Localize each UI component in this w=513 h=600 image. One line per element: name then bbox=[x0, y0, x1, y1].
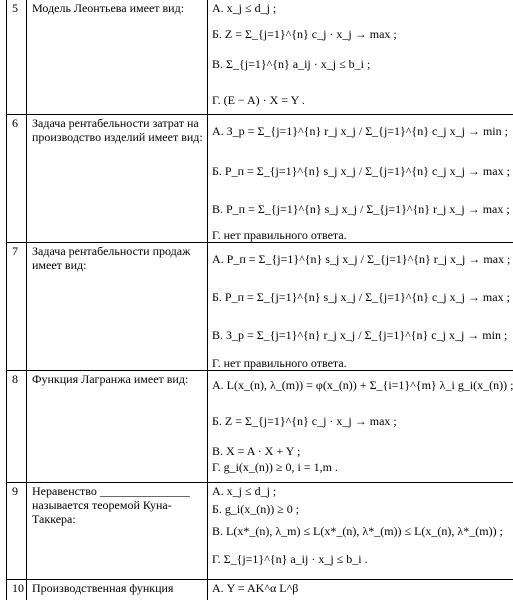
table-row bbox=[7, 483, 513, 580]
answer-option: А. x_j ≤ d_j ; bbox=[212, 1, 513, 27]
answer-option: А. З_р = Σ_{j=1}^{n} r_j x_j / Σ_{j=1}^{n} c_j x_j → min ; bbox=[212, 116, 513, 164]
question-number: 10 bbox=[7, 580, 27, 600]
answer-option: А. L(x_(n), λ_(m)) = φ(x_(n)) + Σ_{i=1}^{m} λ_i g_i(x_(n)) ; bbox=[212, 372, 513, 414]
answer-option: Г. нет правильного ответа. bbox=[212, 228, 513, 242]
answer-option: Б. g_i(x_(n)) ≥ 0 ; bbox=[212, 502, 513, 524]
answer-option: Г. (E − A) · X = Y . bbox=[212, 93, 513, 107]
answer-option: Г. Σ_{j=1}^{n} a_ij · x_j ≤ b_i . bbox=[212, 552, 513, 566]
answer-option: Б. Z = Σ_{j=1}^{n} c_j · x_j → max ; bbox=[212, 414, 513, 444]
table-row bbox=[7, 371, 513, 483]
table-row bbox=[7, 0, 513, 115]
answer-option: В. X = A · X + Y ; bbox=[212, 444, 513, 460]
question-text: Функция Лагранжа имеет вид: bbox=[27, 371, 208, 483]
question-number: 8 bbox=[7, 371, 27, 483]
answer-option: А. x_j ≤ d_j ; bbox=[212, 484, 513, 502]
question-number: 7 bbox=[7, 243, 27, 371]
table-row bbox=[7, 580, 513, 600]
question-number: 5 bbox=[7, 0, 27, 115]
answer-option: Б. Z = Σ_{j=1}^{n} c_j · x_j → max ; bbox=[212, 27, 513, 57]
answer-option: А. Р_п = Σ_{j=1}^{n} s_j x_j / Σ_{j=1}^{n} r_j x_j → max ; bbox=[212, 244, 513, 290]
table-row bbox=[7, 115, 513, 243]
question-text: Производственная функция bbox=[27, 580, 208, 600]
question-number: 6 bbox=[7, 115, 27, 243]
answer-options bbox=[208, 243, 513, 371]
answer-options bbox=[208, 371, 513, 483]
answer-option: В. Р_п = Σ_{j=1}^{n} s_j x_j / Σ_{j=1}^{n} r_j x_j → max ; bbox=[212, 202, 513, 228]
answer-option: В. L(x*_(n), λ_m) ≤ L(x*_(n), λ*_(m)) ≤ L(x_(n), λ*_(m)) ; bbox=[212, 524, 513, 552]
answer-options bbox=[208, 115, 513, 243]
answer-options bbox=[208, 0, 513, 115]
question-text: Задача рентабельности продаж имеет вид: bbox=[27, 243, 208, 371]
answer-options bbox=[208, 580, 513, 600]
question-text: Модель Леонтьева имеет вид: bbox=[27, 0, 208, 115]
answer-options bbox=[208, 483, 513, 580]
question-text: Задача рентабельности затрат на производство изделий имеет вид: bbox=[27, 115, 208, 243]
table-row bbox=[7, 243, 513, 371]
answer-option: Г. нет правильного ответа. bbox=[212, 356, 513, 370]
answer-option: В. Σ_{j=1}^{n} a_ij · x_j ≤ b_i ; bbox=[212, 57, 513, 93]
question-number: 9 bbox=[7, 483, 27, 580]
answer-option: В. З_р = Σ_{j=1}^{n} r_j x_j / Σ_{j=1}^{n} c_j x_j → min ; bbox=[212, 328, 513, 356]
answer-option: Б. Р_п = Σ_{j=1}^{n} s_j x_j / Σ_{j=1}^{n} c_j x_j → max ; bbox=[212, 164, 513, 202]
test-table bbox=[6, 0, 513, 600]
answer-option: А. Y = AK^α L^β bbox=[212, 581, 513, 595]
question-text: Неравенство _______________ называется теоремой Куна-Таккера: bbox=[27, 483, 208, 580]
answer-option: Б. Р_п = Σ_{j=1}^{n} s_j x_j / Σ_{j=1}^{n} c_j x_j → max ; bbox=[212, 290, 513, 328]
answer-option: Г. g_i(x_(n)) ≥ 0, i = 1,m . bbox=[212, 460, 513, 474]
